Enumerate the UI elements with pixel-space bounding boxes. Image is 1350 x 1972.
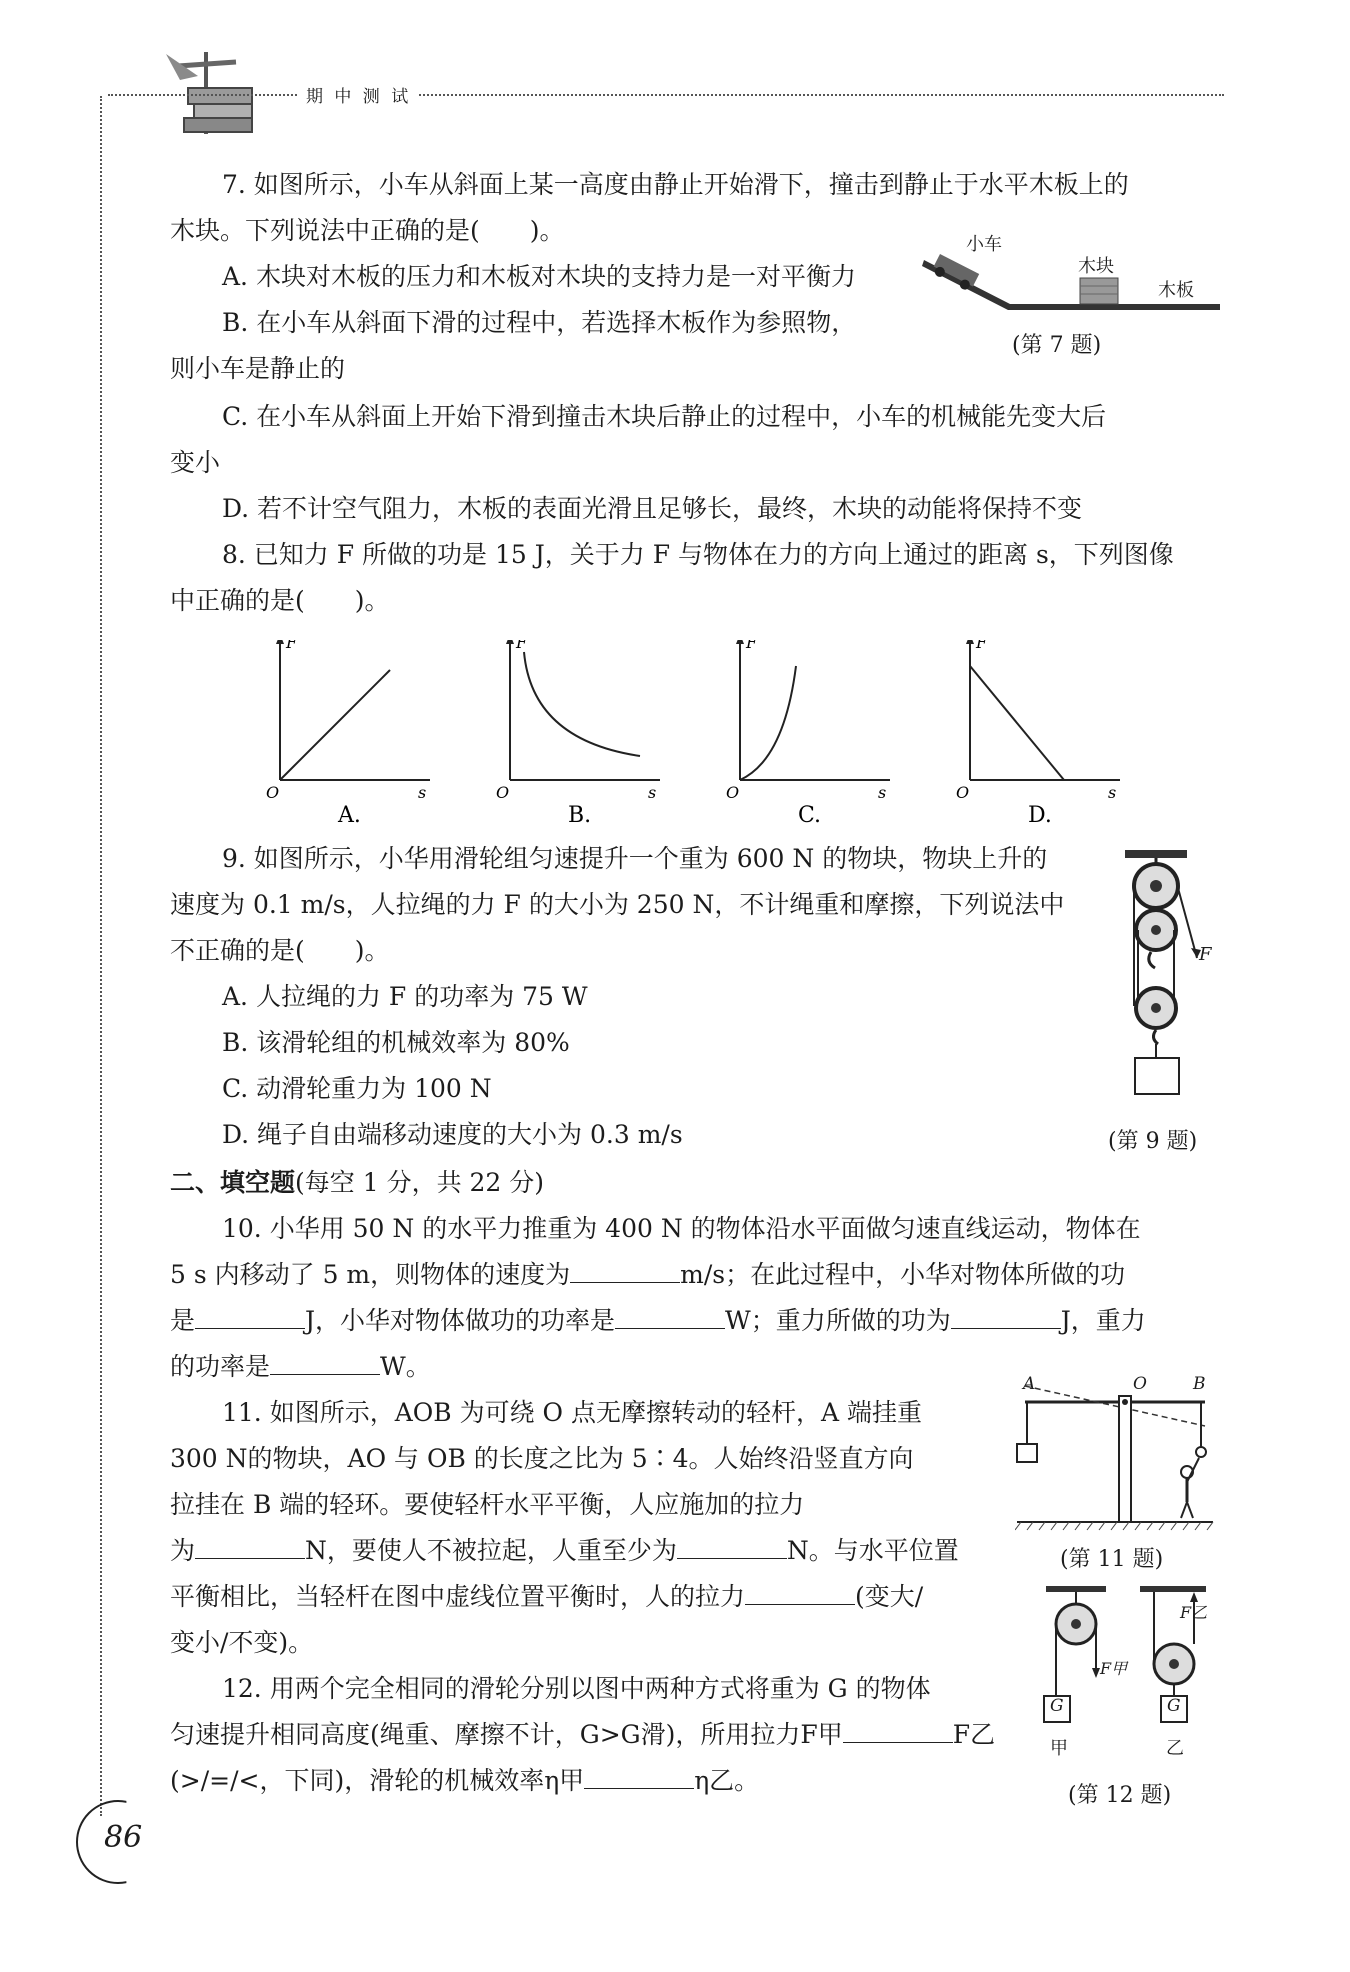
q11-label-a: A [1023,1374,1036,1394]
q10-text-3b: J，小华对物体做功的功率是 [305,1306,616,1335]
q9-figure [1115,848,1225,1098]
header-logo [158,48,258,138]
graph-curve [740,666,796,780]
origin-label: O [726,783,740,802]
q12-label-f-yi: F乙 [1180,1603,1208,1622]
q7-option-b2: 则小车是静止的 [170,354,346,383]
q11-figure [1015,1374,1215,1538]
q7-label-car: 小车 [966,234,1002,255]
y-axis-label: F [976,640,988,652]
x-axis-label: s [418,783,427,802]
graph-option-label: B. [568,803,592,828]
header-title: 期 中 测 试 [298,82,419,107]
origin-label: O [496,783,510,802]
q12-label-g-jia: G [1050,1696,1064,1716]
q10-line1: 10. 小华用 50 N 的水平力推重为 400 N 的物体沿水平面做匀速直线运动，物体在 [222,1214,1141,1243]
q12-blank-force[interactable] [843,1720,953,1743]
q8-graph-d [956,640,1120,828]
q11-line2: 300 N的物块，AO 与 OB 的长度之比为 5∶4。人始终沿竖直方向 [170,1444,914,1473]
q11-blank-force[interactable] [195,1536,305,1559]
graph-option-label: C. [798,803,822,828]
y-arrow [966,640,974,644]
q11-line5 [170,1580,923,1614]
graph-curve [280,670,390,780]
x-axis-label: s [648,783,657,802]
q7-label-board: 木板 [1158,280,1194,301]
q11-text-4a: 为 [170,1536,196,1565]
q11-line1: 11. 如图所示，AOB 为可绕 O 点无摩擦转动的轻杆，A 端挂重 [222,1398,922,1427]
q7-option-c1: C. 在小车从斜面上开始下滑到撞击木块后静止的过程中，小车的机械能先变大后 [222,402,1107,431]
section2-title: 二、填空题 [170,1168,296,1197]
q11-text-5b: (变大/ [855,1582,924,1611]
q11-text-5a: 平衡相比，当轻杆在图中虚线位置平衡时，人的拉力 [170,1582,746,1611]
q9-line1: 9. 如图所示，小华用滑轮组匀速提升一个重为 600 N 的物块，物块上升的 [222,844,1048,873]
graph-option-label: D. [1028,803,1052,828]
origin-label: O [956,783,970,802]
q10-text-2b: m/s；在此过程中，小华对物体所做的功 [680,1260,1126,1289]
q10-text-3c: W；重力所做的功为 [725,1306,951,1335]
q12-line3 [170,1764,759,1798]
q11-line4 [170,1534,959,1568]
y-arrow [506,640,514,644]
q7-line1: 7. 如图所示，小车从斜面上某一高度由静止开始滑下，撞击到静止于水平木板上的 [222,170,1129,199]
q8-graph-c [726,640,890,828]
section2-note: (每空 1 分，共 22 分) [295,1168,545,1197]
header-rule [108,94,1224,96]
q10-text-4a: 的功率是 [170,1352,271,1381]
graph-option-label: A. [338,803,361,828]
q11-label-o: O [1133,1374,1147,1394]
q7-option-d: D. 若不计空气阻力，木板的表面光滑且足够长，最终，木块的动能将保持不变 [222,494,1083,523]
q12-text-2a: 匀速提升相同高度(绳重、摩擦不计，G>G滑)，所用拉力F甲 [170,1720,843,1749]
q12-text-3a: (>/=/<，下同)，滑轮的机械效率η甲 [170,1766,585,1795]
q10-blank-gravity-work[interactable] [951,1306,1061,1329]
q9-caption: (第 9 题) [1108,1129,1198,1154]
q10-blank-gravity-power[interactable] [270,1352,380,1375]
q8-line2: 中正确的是( )。 [170,586,390,615]
y-axis-label: F [516,640,528,652]
q10-line2 [170,1258,1125,1292]
q12-text-3b: η乙。 [694,1766,760,1795]
q9-line3: 不正确的是( )。 [170,936,390,965]
q11-line6: 变小/不变)。 [170,1628,314,1657]
q12-line2 [170,1718,995,1752]
section2-heading [170,1166,544,1200]
q11-caption: (第 11 题) [1060,1547,1164,1572]
q9-option-b: B. 该滑轮组的机械效率为 80% [222,1028,570,1057]
q7-option-a: A. 木块对木板的压力和木板对木块的支持力是一对平衡力 [222,262,856,291]
q12-label-g-yi: G [1167,1696,1181,1716]
q10-blank-power[interactable] [615,1306,725,1329]
q7-figure [920,226,1220,316]
q7-label-block: 木块 [1078,256,1114,277]
q10-line3 [170,1304,1146,1338]
q10-text-3a: 是 [170,1306,196,1335]
q12-label-jia: 甲 [1050,1738,1068,1759]
page-number: 86 [104,1820,143,1855]
q9-option-a: A. 人拉绳的力 F 的功率为 75 W [222,982,588,1011]
q10-text-4b: W。 [380,1352,431,1381]
q10-blank-work[interactable] [195,1306,305,1329]
y-arrow [736,640,744,644]
q8-line1: 8. 已知力 F 所做的功是 15 J，关于力 F 与物体在力的方向上通过的距离 s，下列图像 [222,540,1174,569]
q12-label-f-jia: F甲 [1100,1659,1128,1678]
y-axis-label: F [746,640,758,652]
q12-figure [1040,1584,1220,1784]
q10-text-2a: 5 s 内移动了 5 m，则物体的速度为 [170,1260,571,1289]
q11-blank-weight[interactable] [677,1536,787,1559]
q11-text-4b: N，要使人不被拉起，人重至少为 [305,1536,677,1565]
q9-line2: 速度为 0.1 m/s，人拉绳的力 F 的大小为 250 N，不计绳重和摩擦，下列说法中 [170,890,1065,919]
q9-option-c: C. 动滑轮重力为 100 N [222,1074,492,1103]
y-axis-label: F [286,640,298,652]
q11-blank-change[interactable] [745,1582,855,1605]
q10-blank-speed[interactable] [570,1260,680,1283]
origin-label: O [266,783,280,802]
q7-option-b1: B. 在小车从斜面下滑的过程中，若选择木板作为参照物， [222,308,857,337]
x-axis-label: s [878,783,887,802]
q8-graph-b [496,640,660,828]
q7-caption: (第 7 题) [1012,333,1102,358]
q8-graph-a [266,640,430,828]
y-arrow [276,640,284,644]
q12-text-2b: F乙 [952,1720,996,1749]
margin-rule [100,96,102,1816]
q11-text-4c: N。与水平位置 [786,1536,959,1565]
graph-curve [970,666,1064,780]
q7-line2: 木块。下列说法中正确的是( )。 [170,216,565,245]
q10-line4 [170,1350,431,1384]
q12-label-yi: 乙 [1166,1738,1184,1759]
q11-label-b: B [1193,1374,1206,1394]
graph-curve [524,652,640,756]
q11-line3: 拉挂在 B 端的轻环。要使轻杆水平平衡，人应施加的拉力 [170,1490,805,1519]
q12-line1: 12. 用两个完全相同的滑轮分别以图中两种方式将重为 G 的物体 [222,1674,931,1703]
q7-option-c2: 变小 [170,448,221,477]
q9-label-f: F [1199,944,1212,965]
q10-text-3d: J，重力 [1060,1306,1146,1335]
x-axis-label: s [1108,783,1117,802]
q9-option-d: D. 绳子自由端移动速度的大小为 0.3 m/s [222,1120,683,1149]
q12-caption: (第 12 题) [1068,1783,1172,1808]
q12-blank-efficiency[interactable] [584,1766,694,1789]
q8-graphs [260,640,1140,830]
